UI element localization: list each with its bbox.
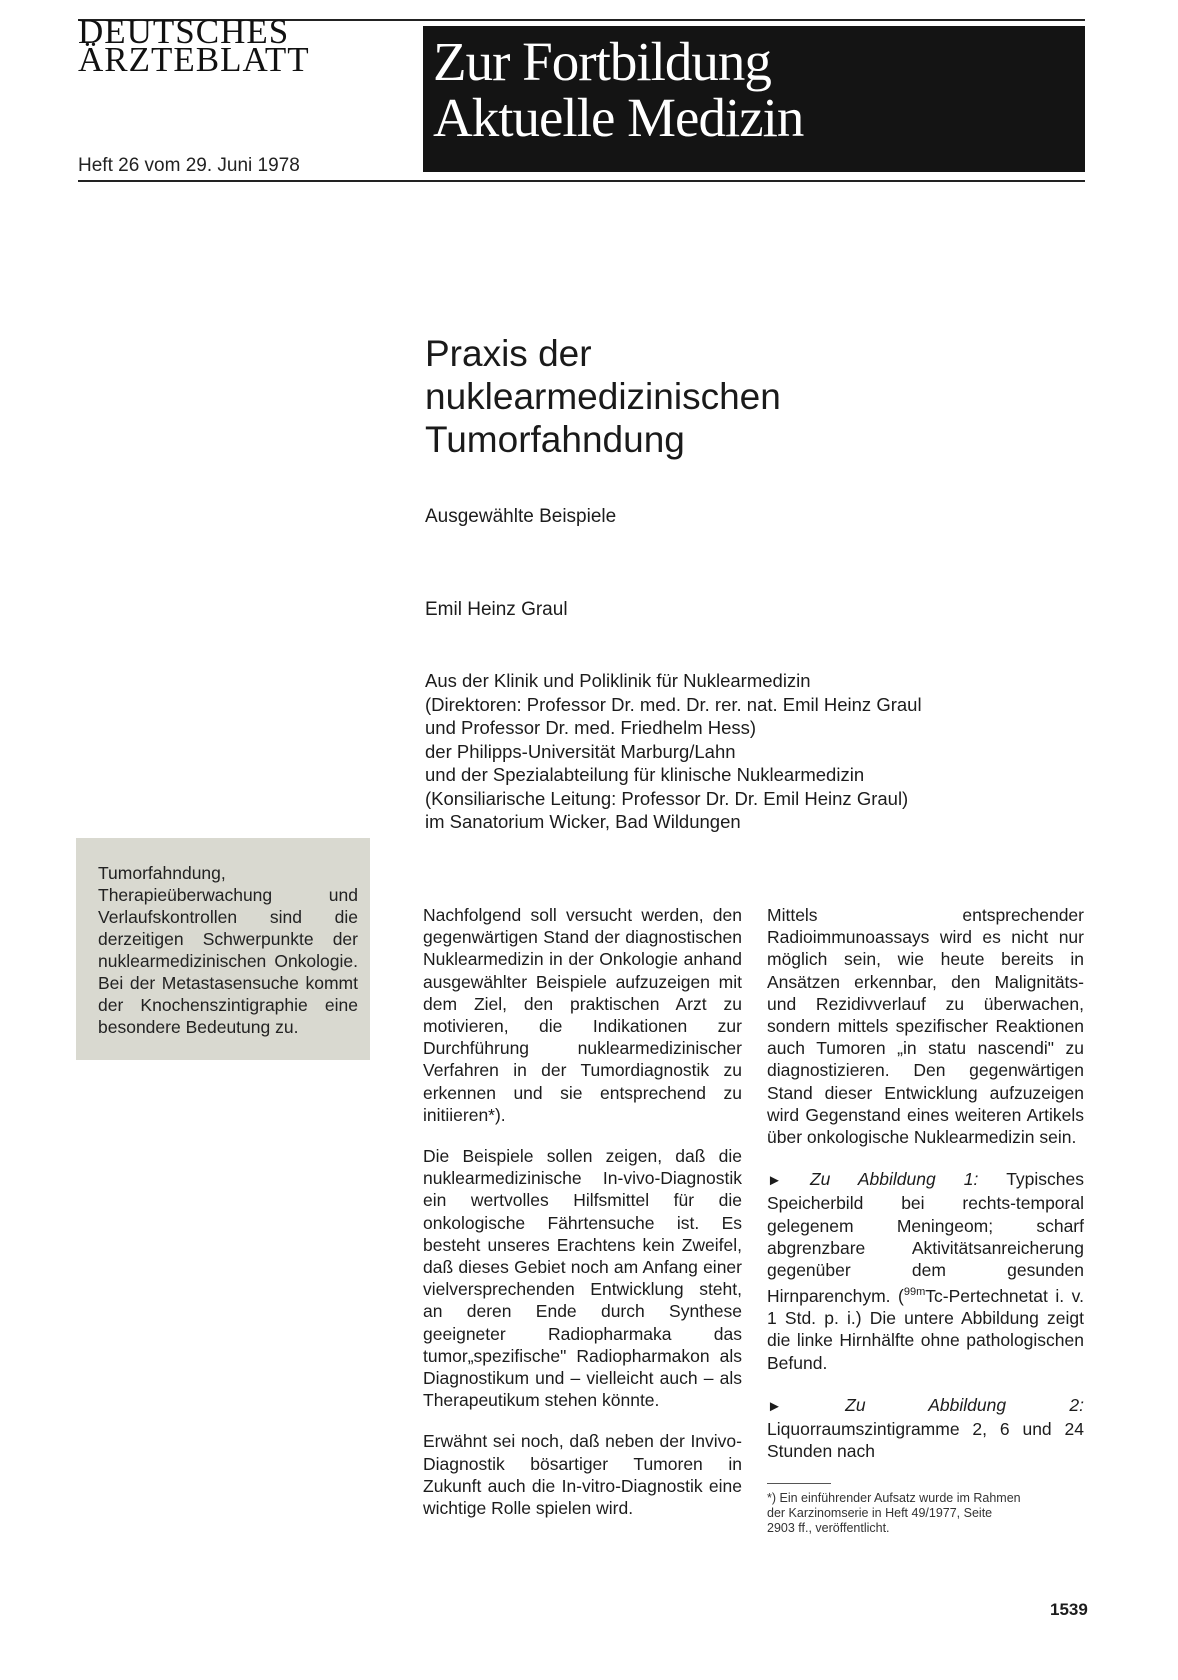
affiliation-line: Aus der Klinik und Poliklinik für Nuklearmedizin [425, 670, 811, 691]
masthead-line-2: ÄRZTEBLATT [78, 40, 310, 79]
figure-1-text-cont: Tc-Pertechnetat i. v. 1 Std. p. i.) Die untere Abbildung zeigt die linke Hirnhälfte ohne pathologischen Befund. [767, 1286, 1084, 1373]
banner-line-2: Aktuelle Medizin [433, 87, 804, 148]
author-affiliation [425, 669, 922, 834]
figure-2-caption [767, 1394, 1084, 1463]
banner-line-1: Zur Fortbildung [433, 31, 771, 92]
body-column-2 [767, 904, 1084, 1483]
body-column-1 [423, 904, 742, 1538]
affiliation-line: und Professor Dr. med. Friedhelm Hess) [425, 717, 757, 738]
figure-1-text: Typisches Speicherbild bei rechts-temporal gelegenem Meningeom; scharf abgrenzbare Aktivitätsanreicherung gegenüber dem gesunden Hirnparenchym. ( [767, 1169, 1084, 1307]
affiliation-line: (Direktoren: Professor Dr. med. Dr. rer. nat. Emil Heinz Graul [425, 693, 922, 715]
article-author: Emil Heinz Graul [425, 599, 568, 620]
page-number: 1539 [1050, 1600, 1088, 1619]
footnote-rule [767, 1483, 831, 1484]
title-line: Praxis der [425, 333, 592, 374]
footnote-line: der Karzinomserie in Heft 49/1977, Seite [767, 1506, 993, 1520]
affiliation-line: (Konsiliarische Leitung: Professor Dr. Dr. Emil Heinz Graul) [425, 787, 909, 809]
title-line: Tumorfahndung [425, 419, 685, 460]
footnote [767, 1491, 1067, 1536]
affiliation-line: und der Spezialabteilung für klinische Nuklearmedizin [425, 764, 865, 785]
header-bottom-rule [78, 180, 1085, 182]
masthead-line-1: DEUTSCHES [78, 12, 290, 51]
affiliation-line: der Philipps-Universität Marburg/Lahn [425, 740, 736, 762]
figure-2-text: Liquorraumszintigramme 2, 6 und 24 Stunden nach [767, 1419, 1084, 1462]
figure-2-label: Zu Abbildung 2: [845, 1394, 1084, 1415]
body-paragraph: Erwähnt sei noch, daß neben der Invivo-Diagnostik bösartiger Tumoren in Zukunft auch die In-vitro-Diagnostik eine wichtige Rolle spielen wird. [423, 1431, 742, 1519]
footnote-line: 2903 ff., veröffentlicht. [767, 1521, 890, 1535]
title-line: nuklearmedizinischen [425, 376, 781, 417]
triangle-marker-icon: ► [767, 1172, 782, 1190]
figure-1-caption [767, 1168, 1084, 1374]
body-paragraph: Nachfolgend soll versucht werden, den gegenwärtigen Stand der diagnostischen Nuklearmedizin in der Onkologie anhand ausgewählter Beispiele aufzuzeigen mit dem Ziel, den praktischen Arzt zu motivieren, die Indikationen zur Durchführung nuklearmedizinischer Verfahren in der Tumordiagnostik zu erkennen und sie entsprechend zu initiieren*). [423, 905, 742, 1125]
journal-masthead [78, 12, 310, 79]
section-banner [423, 26, 1085, 172]
isotope-superscript: 99m [903, 1286, 926, 1299]
body-paragraph: Die Beispiele sollen zeigen, daß die nuklearmedizinische In-vivo-Diagnostik ein wertvolles Hilfsmittel für die onkologische Fährtensuche ist. Es besteht unseres Erachtens kein Zweifel, daß dieses Gebiet noch am Anfang einer vielversprechenden Entwicklung steht, an deren Ende durch Synthese geeigneter Radiopharmaka das tumor„spezifische" Radiopharmakon als Diagnostikum und – vielleicht auch – als Therapeutikum stehen könnte. [423, 1146, 742, 1411]
footnote-line: *) Ein einführender Aufsatz wurde im Rahmen [767, 1491, 1021, 1505]
issue-line: Heft 26 vom 29. Juni 1978 [78, 155, 300, 176]
article-title [425, 332, 781, 461]
abstract-text: Tumorfahndung, Therapieüberwachung und Verlaufskontrollen sind die derzeitigen Schwerpunkte der nuklearmedizinischen Onkologie. Bei der Metastasensuche kommt der Knochenszintigraphie eine besondere Bedeutung zu. [98, 863, 358, 1037]
affiliation-line: im Sanatorium Wicker, Bad Wildungen [425, 811, 741, 832]
figure-1-label: Zu Abbildung 1: [809, 1169, 979, 1190]
abstract-box [76, 838, 370, 1060]
article-subtitle: Ausgewählte Beispiele [425, 506, 617, 527]
body-paragraph: Mittels entsprechender Radioimmunoassays wird es nicht nur möglich sein, wie heute bereits in Ansätzen erkennbar, den Malignitäts- und Rezidivverlauf zu überwachen, sondern mittels spezifischer Reaktionen auch Tumoren „in statu nascendi" zu diagnostizieren. Den gegenwärtigen Stand dieser Entwicklung aufzuzeigen wird Gegenstand eines weiteren Artikels über onkologische Nuklearmedizin sein. [767, 905, 1084, 1148]
triangle-marker-icon: ► [767, 1397, 782, 1415]
